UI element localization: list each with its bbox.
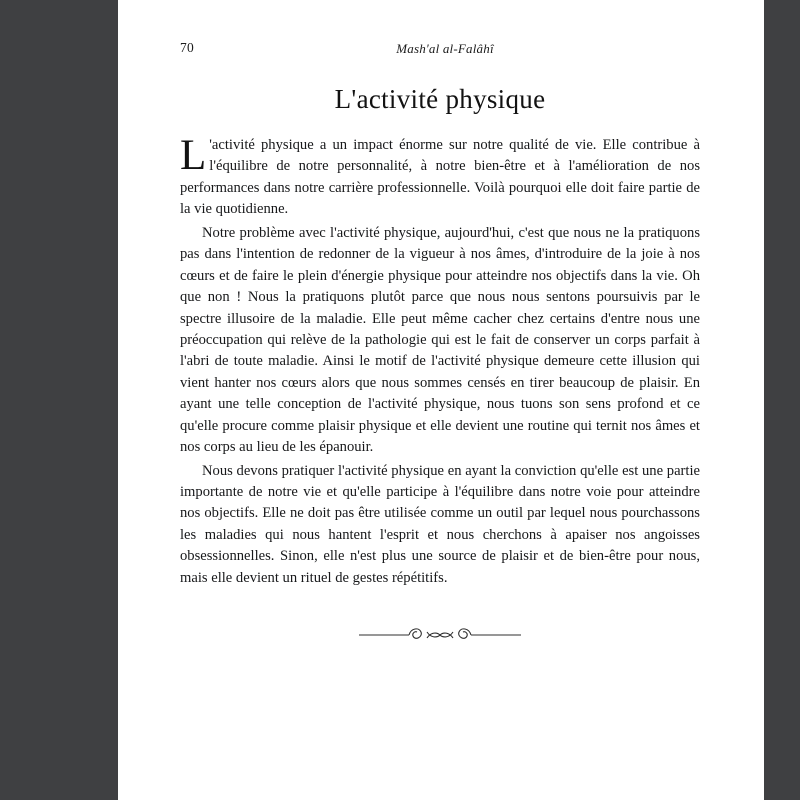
- flourish-divider-icon: [180, 623, 700, 647]
- running-head-title: Mash'al al-Falâhî: [396, 41, 494, 56]
- page-number: 70: [180, 40, 194, 55]
- body-text: [180, 132, 700, 589]
- running-head: [180, 40, 700, 62]
- page-frame-right: [764, 0, 800, 800]
- chapter-title: L'activité physique: [334, 84, 546, 114]
- paragraph-1-text: 'activité physique a un impact énorme sur notre qualité de vie. Elle contribue à l'équilibre de notre personnalité, à notre bien-être et à l'amélioration de nos performances dans notre carrière professionnelle. Voilà pourquoi elle doit faire partie de la vie quotidienne.: [180, 137, 700, 218]
- paragraph-1: [180, 132, 700, 221]
- drop-cap: L: [180, 132, 207, 179]
- book-page: [118, 0, 764, 800]
- page-text-block: [180, 40, 700, 647]
- paragraph-2: Notre problème avec l'activité physique, aujourd'hui, c'est que nous ne la pratiquons pas dans l'intention de redonner de la vigueur à nos âmes, d'introduire de la joie à nos cœurs et de faire le plein d'énergie physique pour atteindre nos objectifs dans la vie. Oh que non ! Nous la pratiquons plutôt parce que nous nous sentons poursuivis par le spectre illusoire de la maladie. Elle peut même cacher chez certains d'entre nous une préoccupation qui relève de la pathologie qui est le fait de conserver un corps parfait à l'abri de toute maladie. Ainsi le motif de l'activité physique demeure cette illusion qui vient hanter nos cœurs alors que nous sommes censés en tirer beaucoup de plaisir. En ayant une telle conception de l'activité physique, nous tuons son sens profond et ce qu'elle procure comme plaisir physique et elle devient une routine qui ternit nos âmes et nos corps au lieu de les épanouir.: [180, 224, 700, 456]
- page-frame-left: [0, 0, 118, 800]
- paragraph-3: Nous devons pratiquer l'activité physique en ayant la conviction qu'elle est une partie importante de notre vie et qu'elle participe à l'équilibre dans notre voie pour atteindre nos objectifs. Elle ne doit pas être utilisée comme un outil par lequel nous pourchassons les maladies qui nous hantent l'esprit et nous cherchons à apaiser nos angoisses obsessionnelles. Sinon, elle n'est plus une source de plaisir et de bien-être pour nous, mais elle devient un rituel de gestes répétitifs.: [180, 462, 700, 586]
